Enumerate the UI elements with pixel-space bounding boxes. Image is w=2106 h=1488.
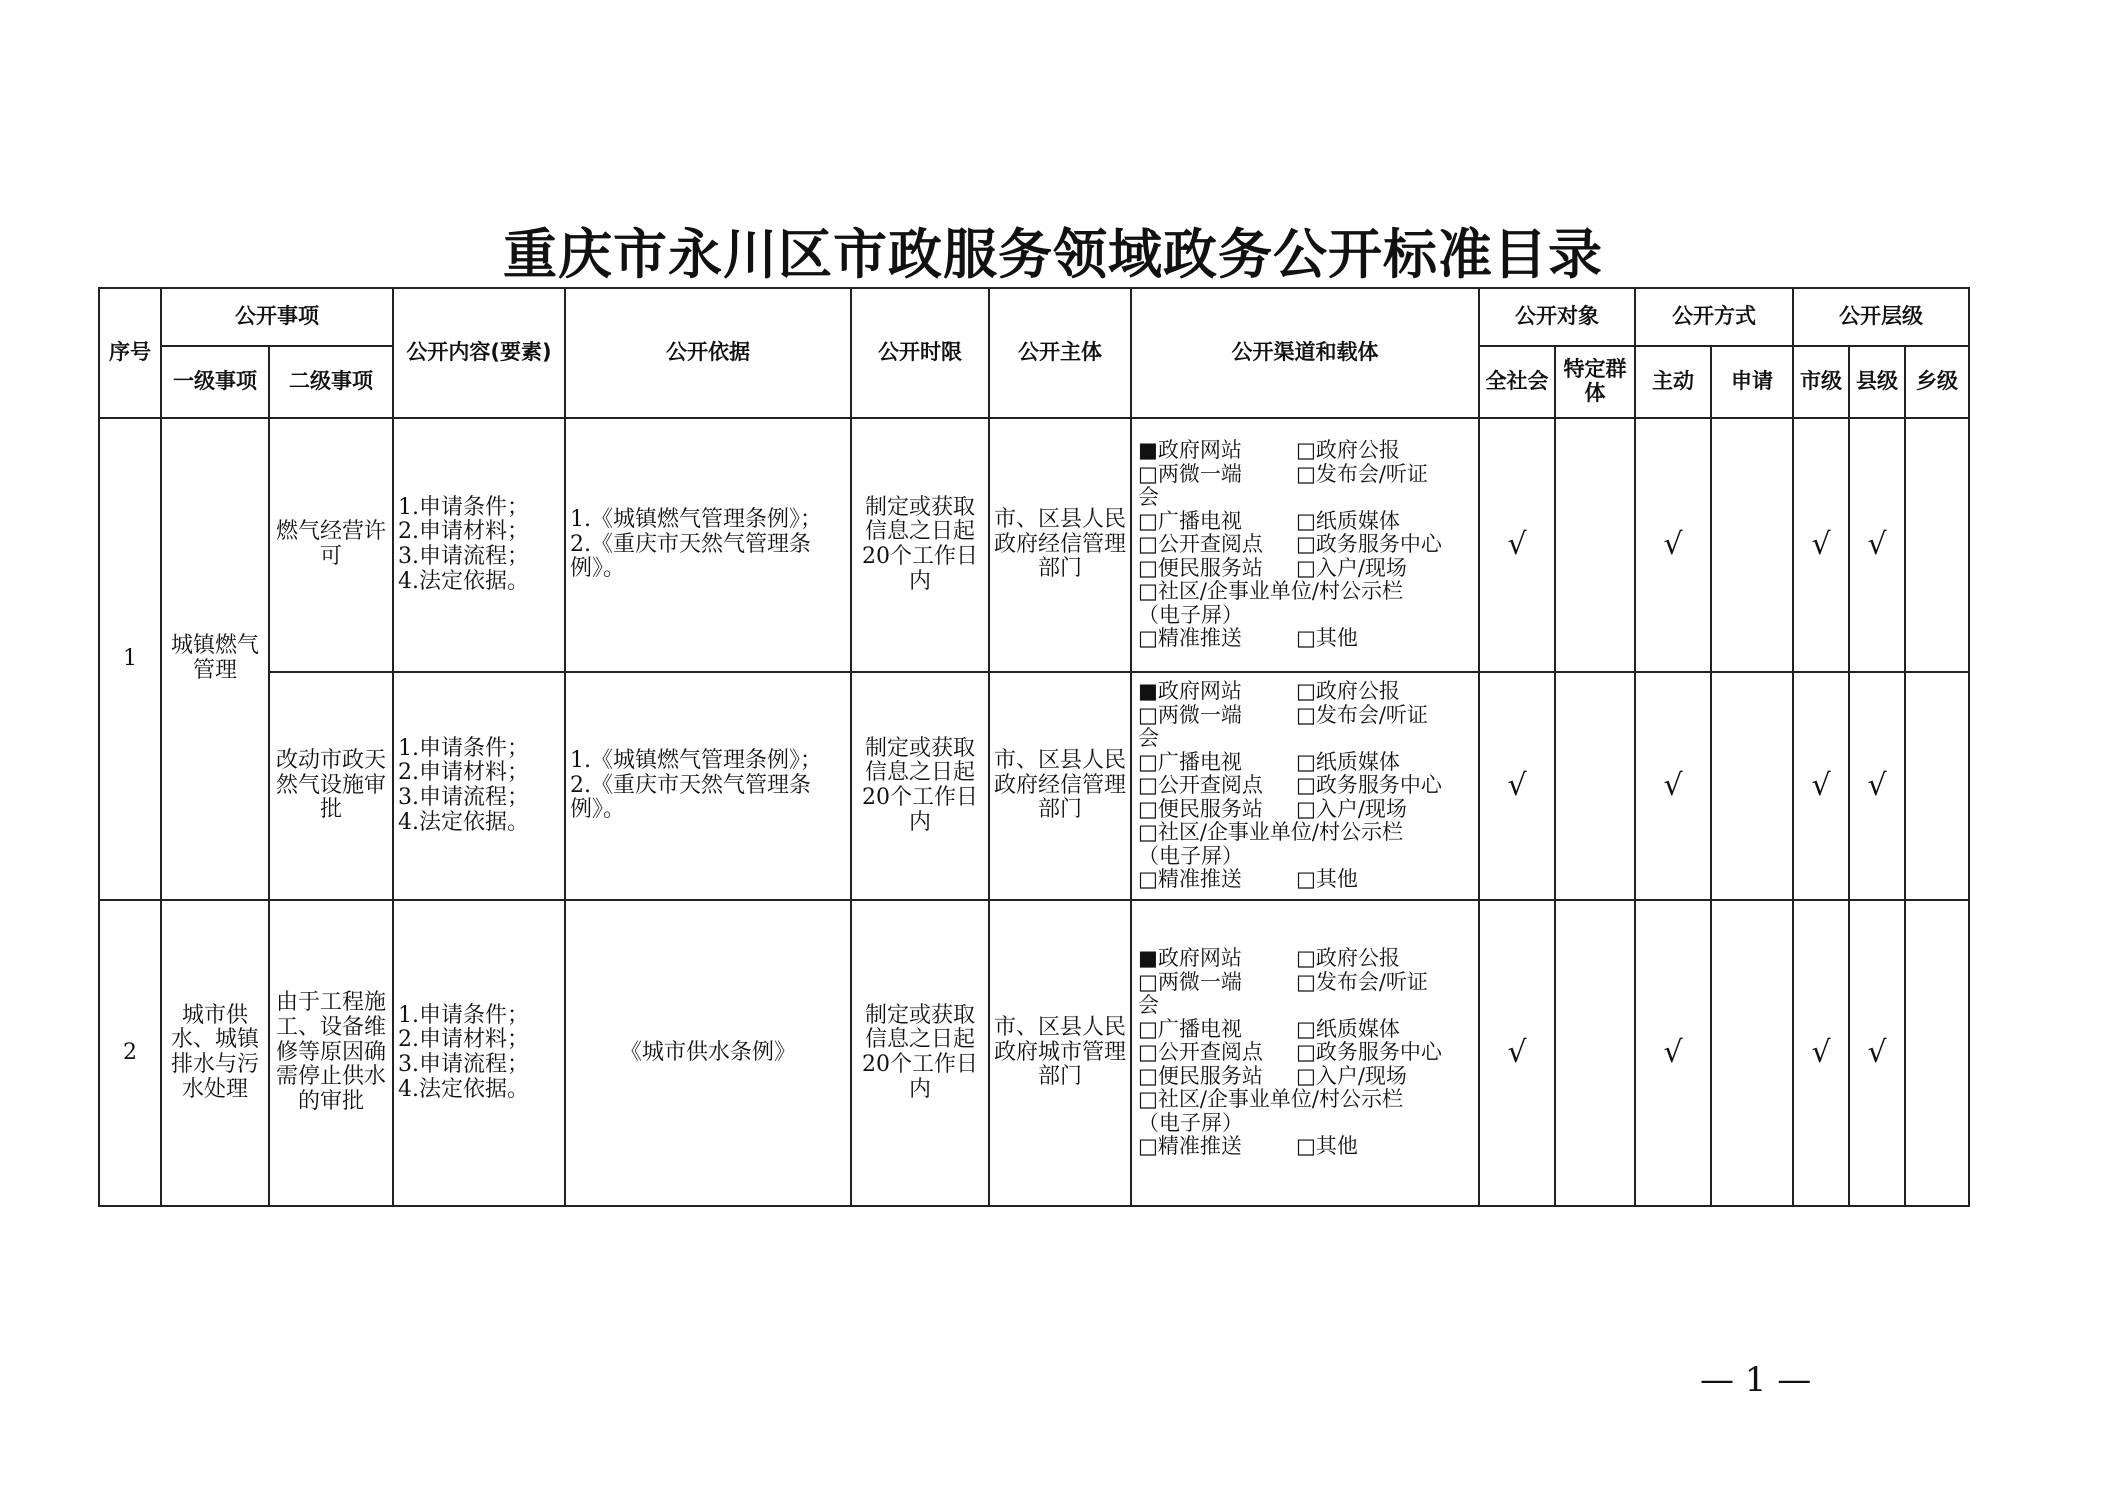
channel-item: 会 [1138, 726, 1159, 751]
channel-item: □其他 [1296, 626, 1358, 651]
table-row [99, 418, 1969, 672]
check-level-county: √ [1849, 672, 1905, 900]
check-mode-apply [1711, 418, 1793, 672]
channel-item: □入户/现场 [1296, 796, 1407, 821]
check-level-city: √ [1793, 418, 1849, 672]
channel-item: □精准推送 [1138, 626, 1242, 651]
channel-item: ■政府网站 [1138, 679, 1242, 704]
channel-item: □纸质媒体 [1296, 1016, 1400, 1041]
channel-item: （电子屏） [1138, 1110, 1243, 1135]
channel-item: 会 [1138, 485, 1159, 510]
page-number: — 1 — [1700, 1360, 1812, 1400]
channel-list [1131, 418, 1479, 672]
channel-item: □政府公报 [1296, 946, 1400, 971]
channel-item: □公开查阅点 [1138, 1040, 1263, 1065]
header-level-county: 县级 [1849, 346, 1905, 418]
row-level2: 燃气经营许可 [269, 418, 393, 672]
header-content: 公开内容(要素) [393, 288, 565, 418]
header-level-city: 市级 [1793, 346, 1849, 418]
channel-item: □纸质媒体 [1296, 749, 1400, 774]
channel-item: □政务服务中心 [1296, 773, 1442, 798]
check-level-town [1905, 418, 1969, 672]
check-mode-active: √ [1635, 900, 1711, 1206]
row-subject: 市、区县人民政府城市管理部门 [989, 900, 1131, 1206]
channel-item: □入户/现场 [1296, 555, 1407, 580]
row-content: 1.申请条件； 2.申请材料； 3.申请流程； 4.法定依据。 [393, 672, 565, 900]
check-mode-active: √ [1635, 418, 1711, 672]
row-time: 制定或获取信息之日起20个工作日内 [851, 672, 989, 900]
channel-item: □广播电视 [1138, 749, 1242, 774]
row-subject: 市、区县人民政府经信管理部门 [989, 672, 1131, 900]
channel-list [1131, 900, 1479, 1206]
channel-item: □社区/企事业单位/村公示栏 [1138, 820, 1403, 845]
header-seq: 序号 [99, 288, 161, 418]
check-mode-apply [1711, 900, 1793, 1206]
header-target: 公开对象 [1479, 288, 1635, 346]
row-time: 制定或获取信息之日起20个工作日内 [851, 418, 989, 672]
table-row [99, 900, 1969, 1206]
channel-item: □纸质媒体 [1296, 508, 1400, 533]
row-basis: 《城市供水条例》 [565, 900, 851, 1206]
channel-list [1131, 672, 1479, 900]
channel-item: □两微一端 [1138, 702, 1242, 727]
header-target-specific: 特定群体 [1555, 346, 1635, 418]
header-channel: 公开渠道和载体 [1131, 288, 1479, 418]
row-seq: 2 [99, 900, 161, 1206]
check-target-specific [1555, 418, 1635, 672]
check-target-all: √ [1479, 672, 1555, 900]
check-target-all: √ [1479, 418, 1555, 672]
channel-item: □社区/企事业单位/村公示栏 [1138, 579, 1403, 604]
channel-item: □社区/企事业单位/村公示栏 [1138, 1087, 1403, 1112]
header-mode-apply: 申请 [1711, 346, 1793, 418]
check-target-specific [1555, 672, 1635, 900]
header-matter: 公开事项 [161, 288, 393, 346]
channel-item: □入户/现场 [1296, 1063, 1407, 1088]
row-basis: 1.《城镇燃气管理条例》； 2.《重庆市天然气管理条例》。 [565, 672, 851, 900]
channel-item: （电子屏） [1138, 602, 1243, 627]
channel-item: ■政府网站 [1138, 438, 1242, 463]
channel-item: （电子屏） [1138, 843, 1243, 868]
header-target-all: 全社会 [1479, 346, 1555, 418]
check-target-specific [1555, 900, 1635, 1206]
channel-item: □政务服务中心 [1296, 532, 1442, 557]
row-level2: 改动市政天然气设施审批 [269, 672, 393, 900]
header-subject: 公开主体 [989, 288, 1131, 418]
channel-item: □其他 [1296, 867, 1358, 892]
header-mode: 公开方式 [1635, 288, 1793, 346]
channel-item: 会 [1138, 993, 1159, 1018]
channel-item: □政府公报 [1296, 438, 1400, 463]
channel-item: □精准推送 [1138, 1134, 1242, 1159]
check-target-all: √ [1479, 900, 1555, 1206]
row-level1: 城镇燃气管理 [161, 418, 269, 900]
channel-item: □公开查阅点 [1138, 532, 1263, 557]
row-level2: 由于工程施工、设备维修等原因确需停止供水的审批 [269, 900, 393, 1206]
page-title: 重庆市永川区市政服务领域政务公开标准目录 [503, 223, 1603, 286]
channel-item: ■政府网站 [1138, 946, 1242, 971]
header-mode-active: 主动 [1635, 346, 1711, 418]
check-mode-apply [1711, 672, 1793, 900]
channel-item: □精准推送 [1138, 867, 1242, 892]
channel-item: □公开查阅点 [1138, 773, 1263, 798]
channel-item: □发布会/听证 [1296, 969, 1428, 994]
channel-item: □政务服务中心 [1296, 1040, 1442, 1065]
table-row [99, 672, 1969, 900]
row-subject: 市、区县人民政府经信管理部门 [989, 418, 1131, 672]
check-mode-active: √ [1635, 672, 1711, 900]
channel-item: □其他 [1296, 1134, 1358, 1159]
check-level-city: √ [1793, 672, 1849, 900]
channel-item: □两微一端 [1138, 969, 1242, 994]
row-content: 1.申请条件； 2.申请材料； 3.申请流程； 4.法定依据。 [393, 418, 565, 672]
check-level-city: √ [1793, 900, 1849, 1206]
header-time: 公开时限 [851, 288, 989, 418]
header-basis: 公开依据 [565, 288, 851, 418]
channel-item: □便民服务站 [1138, 1063, 1263, 1088]
check-level-county: √ [1849, 418, 1905, 672]
header-level-town: 乡级 [1905, 346, 1969, 418]
channel-item: □政府公报 [1296, 679, 1400, 704]
row-level1: 城市供水、城镇排水与污水处理 [161, 900, 269, 1206]
check-level-town [1905, 900, 1969, 1206]
row-seq: 1 [99, 418, 161, 900]
check-level-town [1905, 672, 1969, 900]
channel-item: □发布会/听证 [1296, 461, 1428, 486]
check-level-county: √ [1849, 900, 1905, 1206]
channel-item: □广播电视 [1138, 508, 1242, 533]
catalog-table [98, 287, 1970, 1207]
channel-item: □发布会/听证 [1296, 702, 1428, 727]
header-level: 公开层级 [1793, 288, 1969, 346]
channel-item: □广播电视 [1138, 1016, 1242, 1041]
channel-item: □便民服务站 [1138, 555, 1263, 580]
row-basis: 1.《城镇燃气管理条例》； 2.《重庆市天然气管理条例》。 [565, 418, 851, 672]
header-level1: 一级事项 [161, 346, 269, 418]
header-level2: 二级事项 [269, 346, 393, 418]
channel-item: □两微一端 [1138, 461, 1242, 486]
row-time: 制定或获取信息之日起20个工作日内 [851, 900, 989, 1206]
row-content: 1.申请条件； 2.申请材料； 3.申请流程； 4.法定依据。 [393, 900, 565, 1206]
channel-item: □便民服务站 [1138, 796, 1263, 821]
